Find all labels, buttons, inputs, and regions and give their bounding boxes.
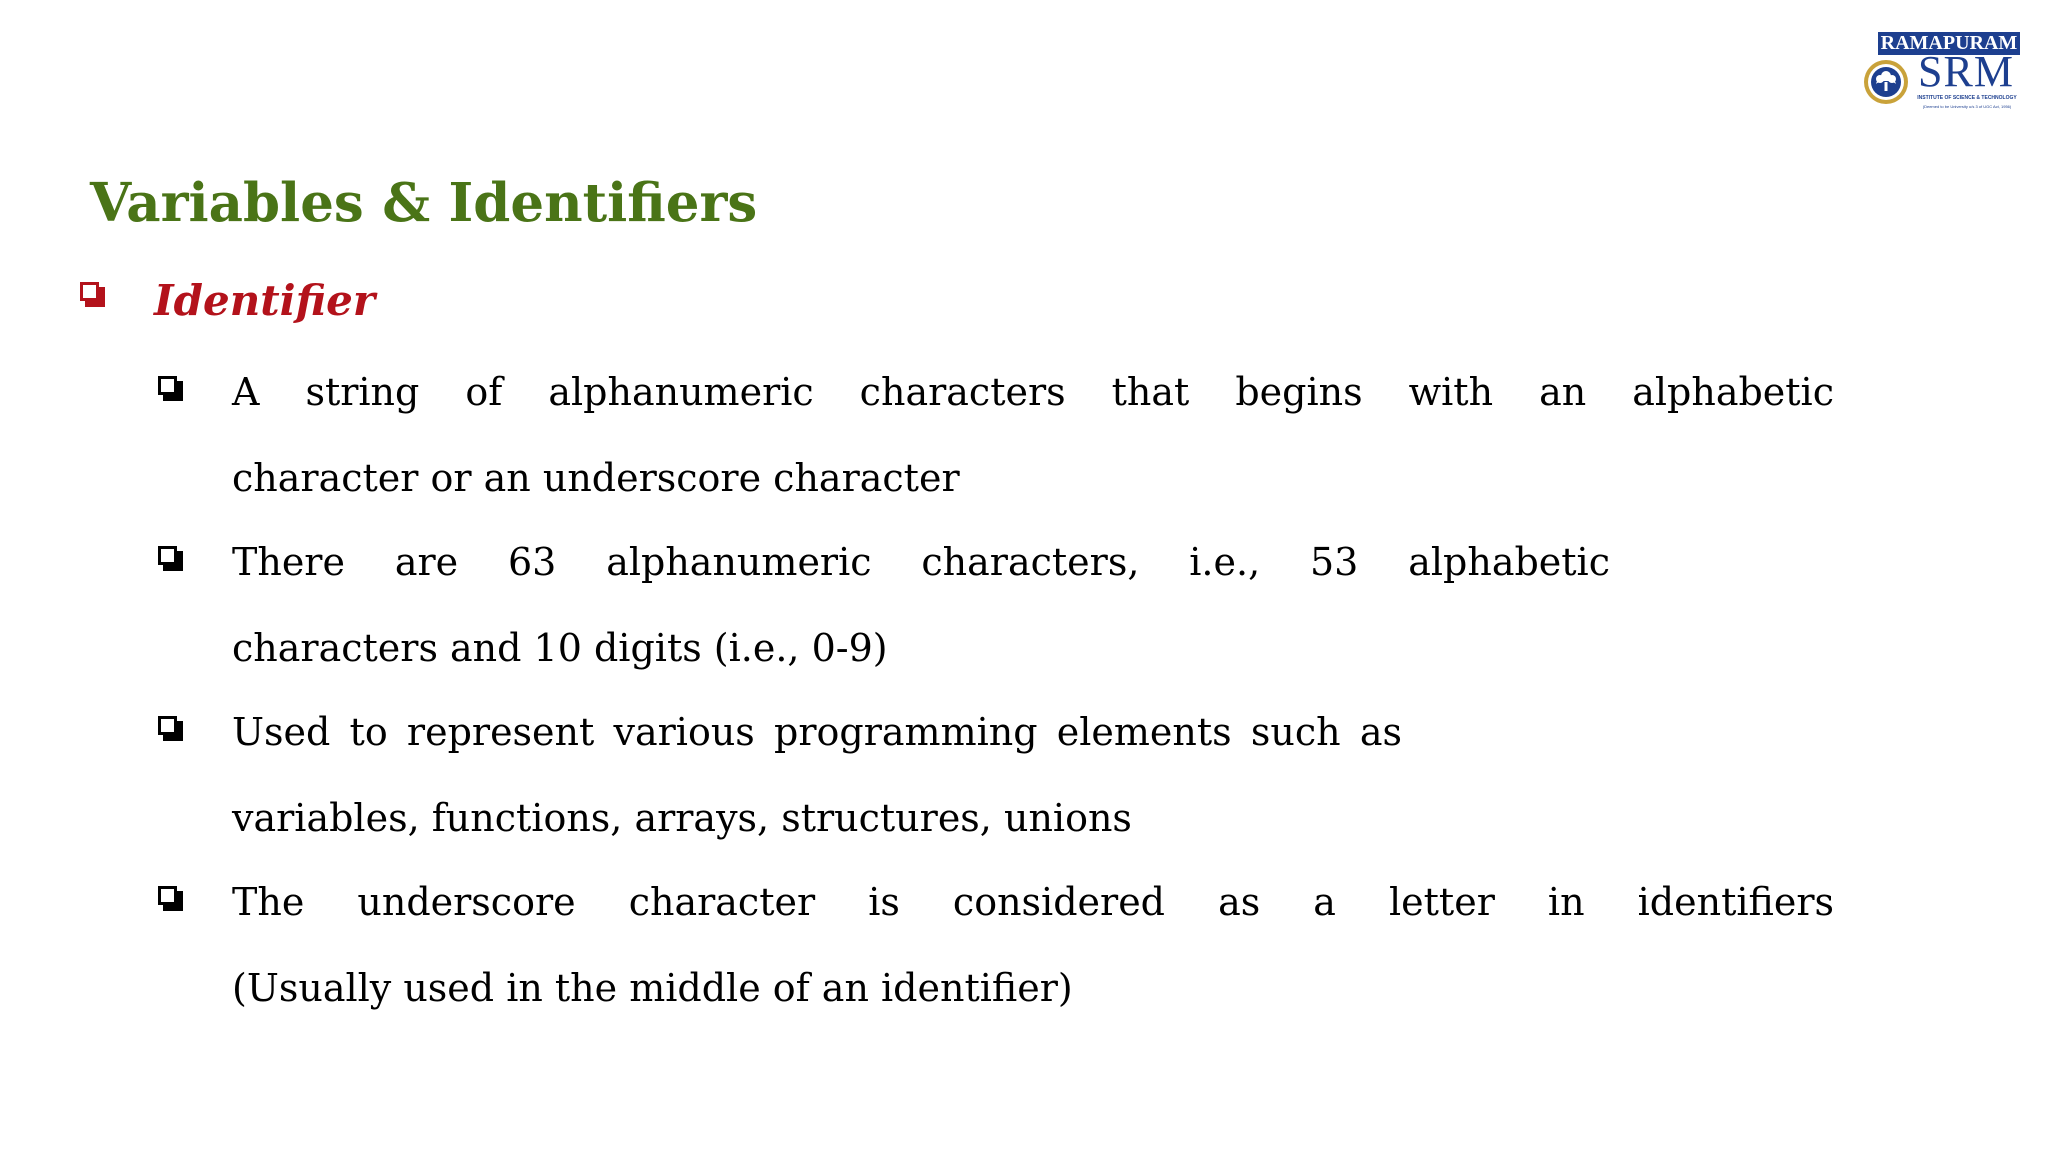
logo-emblem-icon xyxy=(1862,58,1910,106)
bullet-text-line: character or an underscore character xyxy=(232,456,960,500)
checkbox-bullet-icon xyxy=(158,546,184,572)
bullet-text-line: The underscore character is considered as a letter in identifiers xyxy=(232,880,1834,924)
bullet-text-line: characters and 10 digits (i.e., 0-9) xyxy=(232,626,888,670)
bullet-text-line: variables, functions, arrays, structures, unions xyxy=(232,796,1132,840)
slide-title: Variables & Identifiers xyxy=(90,172,758,234)
logo-subtitle: INSTITUTE OF SCIENCE & TECHNOLOGY xyxy=(1917,95,2017,101)
logo-banner: RAMAPURAM xyxy=(1878,32,2020,55)
logo-wordmark: SRM xyxy=(1918,47,2014,96)
bullet-text-line: (Usually used in the middle of an identifier) xyxy=(232,966,1073,1010)
logo-note: (Deemed to be University u/s 3 of UGC Act, 1956) xyxy=(1922,104,2012,109)
bullet-text-line: There are 63 alphanumeric characters, i.e., 53 alphabetic xyxy=(232,540,1610,584)
bullet-text-line: A string of alphanumeric characters that begins with an alphabetic xyxy=(232,370,1834,414)
checkbox-bullet-icon xyxy=(158,886,184,912)
srm-logo xyxy=(1862,28,2022,112)
bullet-text-line: Used to represent various programming elements such as xyxy=(232,710,1402,754)
checkbox-bullet-icon xyxy=(158,376,184,402)
checkbox-bullet-icon xyxy=(80,282,106,308)
section-label: Identifier xyxy=(154,276,376,325)
checkbox-bullet-icon xyxy=(158,716,184,742)
